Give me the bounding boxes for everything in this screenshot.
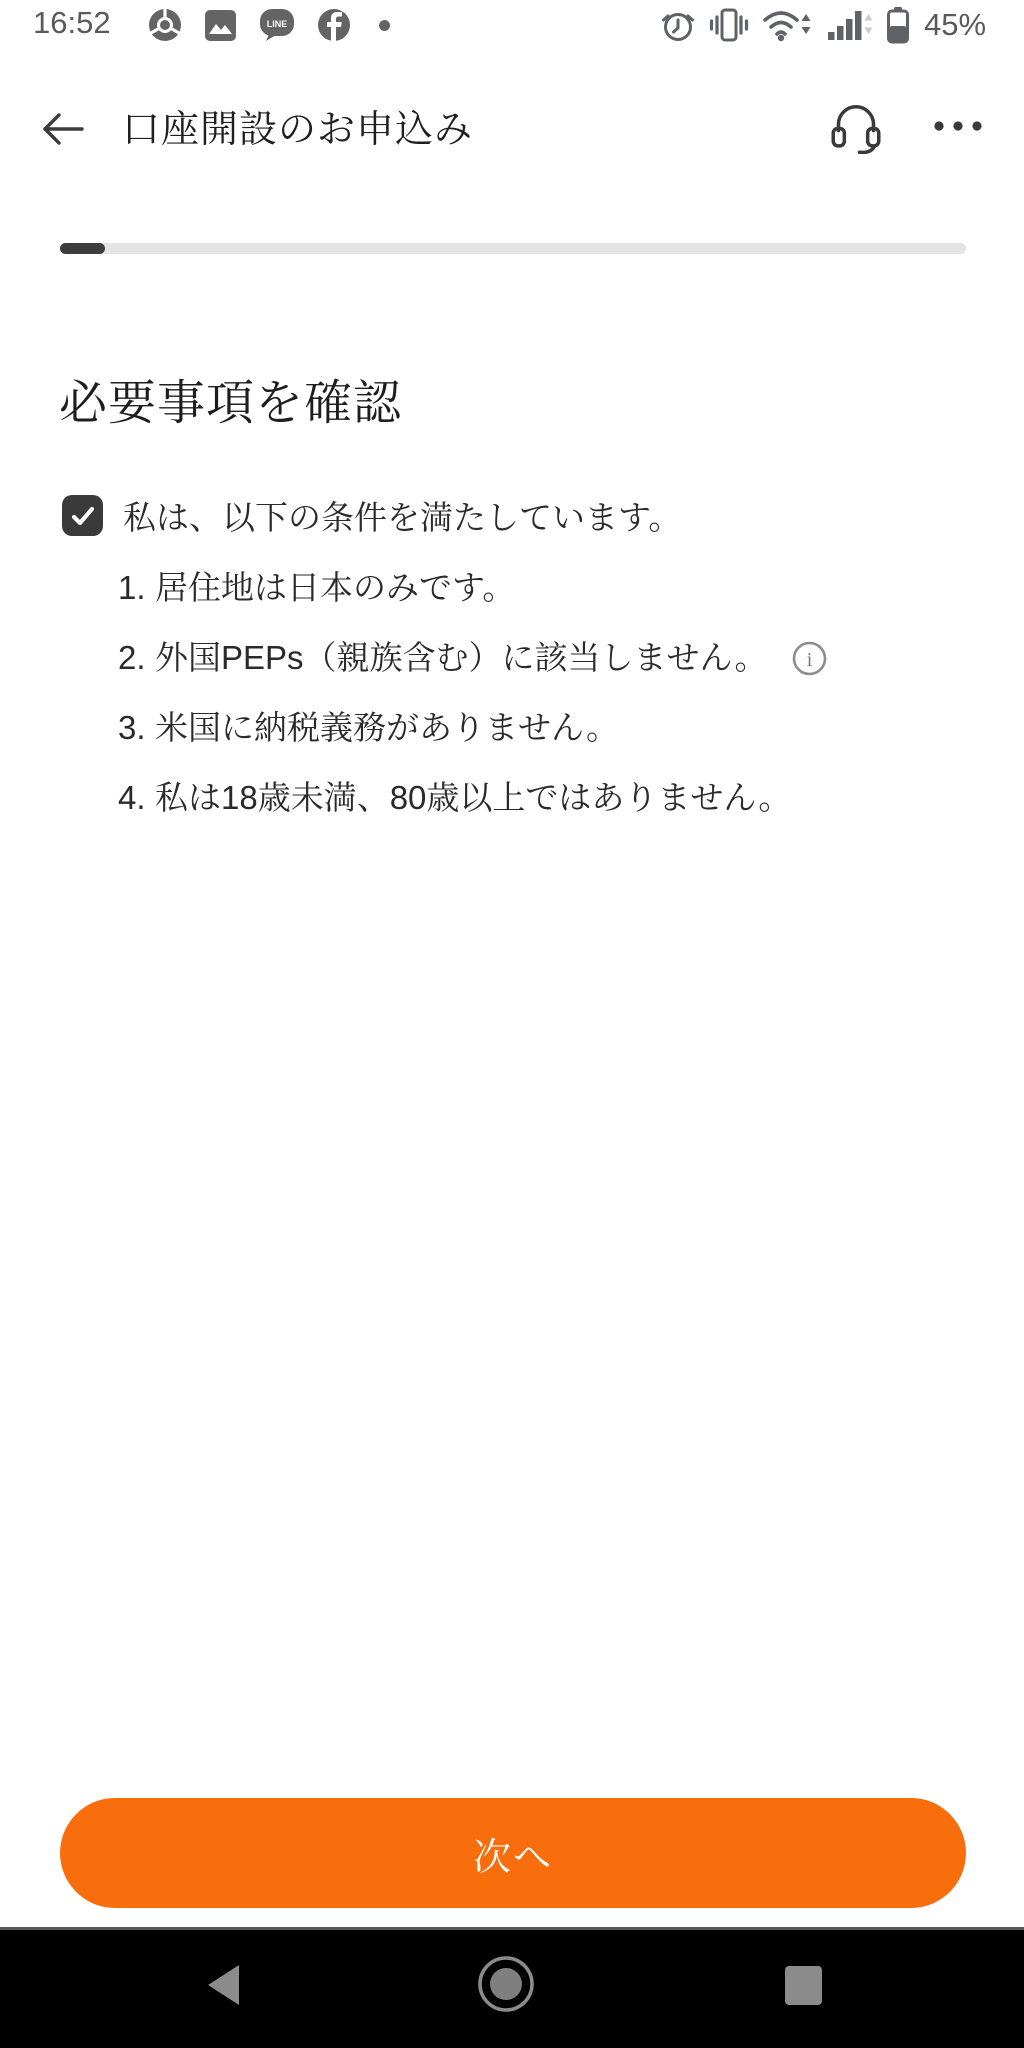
nav-home-icon[interactable] [477, 1955, 535, 2013]
page-title: 口座開設のお申込み [122, 109, 474, 151]
list-item [118, 641, 827, 675]
list-item-text: 米国に納税義務がありません。 [155, 709, 619, 746]
notification-icons [148, 7, 390, 43]
svg-text:LINE: LINE [266, 19, 288, 29]
signal-icon [826, 6, 874, 44]
progress-bar [60, 243, 966, 254]
list-item-text: 外国PEPs（親族含む）に該当しません。 [155, 639, 768, 676]
vibrate-icon [708, 7, 750, 43]
list-item [118, 711, 827, 745]
overflow-menu-icon[interactable] [930, 104, 986, 148]
battery-percent: 45% [924, 7, 987, 42]
status-bar [0, 0, 1024, 48]
alarm-icon [660, 7, 696, 43]
next-button[interactable]: 次へ [60, 1798, 966, 1908]
info-icon[interactable] [792, 641, 827, 676]
list-item-number: 3. [118, 709, 146, 746]
list-item-number: 2. [118, 639, 146, 676]
notification-dot [379, 20, 390, 31]
svg-text:i: i [806, 648, 812, 671]
clock-time: 16:52 [33, 5, 111, 40]
section-heading: 必要事項を確認 [59, 377, 403, 431]
chrome-icon [148, 8, 182, 42]
nav-back-icon[interactable] [203, 1963, 247, 2007]
facebook-icon [317, 8, 351, 42]
headset-support-icon[interactable] [828, 98, 884, 154]
nav-recent-icon[interactable] [785, 1966, 822, 2005]
system-status-icons [660, 6, 986, 44]
list-item [118, 571, 827, 605]
list-item-text: 私は18歳未満、80歳以上ではありません。 [155, 779, 792, 816]
conditions-checkbox-row[interactable] [62, 492, 681, 539]
progress-bar-fill [60, 243, 105, 254]
checkbox-label: 私は、以下の条件を満たしています。 [123, 499, 682, 536]
list-item [118, 781, 827, 815]
checked-checkbox[interactable] [62, 495, 103, 536]
conditions-list [118, 571, 827, 815]
wifi-icon [762, 6, 814, 44]
gallery-icon [204, 9, 237, 42]
app-header [0, 94, 1024, 160]
back-arrow-icon[interactable] [38, 104, 88, 154]
line-app-icon [259, 8, 295, 42]
list-item-number: 4. [118, 779, 146, 816]
battery-icon [886, 6, 910, 44]
list-item-number: 1. [118, 569, 146, 606]
android-navigation-bar [0, 1927, 1024, 2048]
list-item-text: 居住地は日本のみです。 [155, 569, 516, 606]
